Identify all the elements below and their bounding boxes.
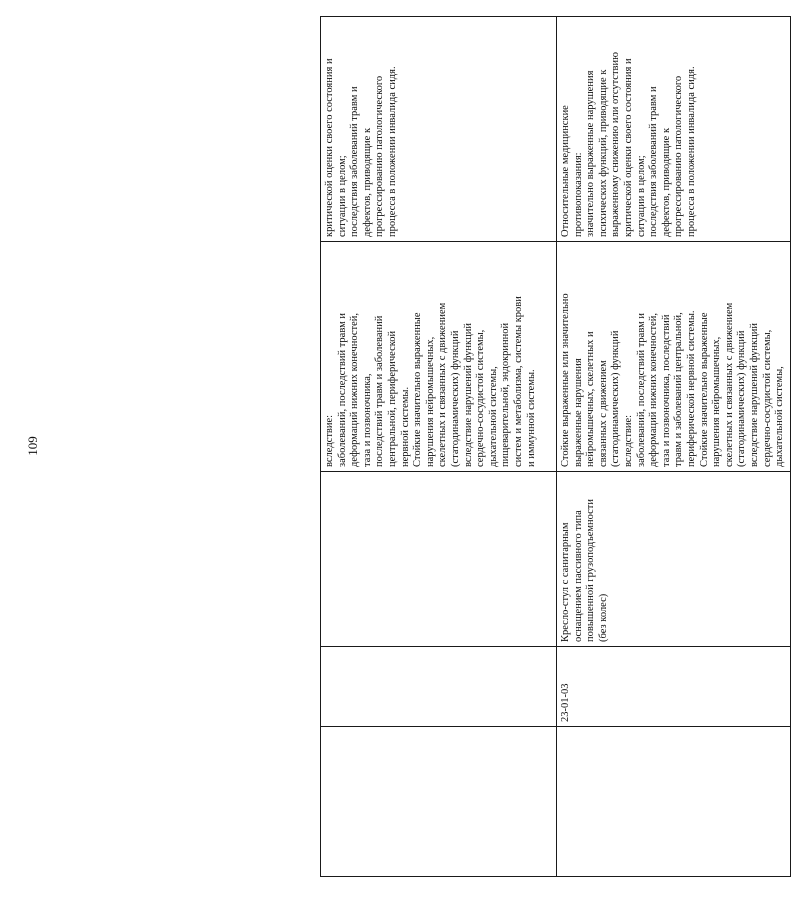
text-line: сердечно-сосудистой системы, xyxy=(761,329,773,467)
text-line: нарушения нейромышечных, xyxy=(711,336,723,467)
text-line: дыхательной системы, xyxy=(487,366,499,467)
text-line: вследствие: xyxy=(622,414,634,467)
text-line: процесса в положении инвалида сидя. xyxy=(685,66,697,237)
text-line: таза и позвоночника, xyxy=(361,373,373,467)
text-line: Стойкие выраженные или значительно xyxy=(560,293,571,467)
empty-cell xyxy=(321,727,557,877)
text-line: сердечно-сосудистой системы, xyxy=(475,329,487,467)
text-line: (статодинамических) функций xyxy=(736,330,748,467)
rehab-devices-table xyxy=(320,16,791,877)
text-line: прогрессированию патологического xyxy=(374,75,386,237)
text-line: травм и заболеваний центральной, xyxy=(673,312,685,467)
text-line: таза и позвоночника, последствий xyxy=(660,314,672,467)
text-line: (статодинамических) функций xyxy=(610,330,622,467)
text-line: процесса в положении инвалида сидя. xyxy=(386,66,398,237)
text-line: выраженному снижению или отсутствию xyxy=(610,52,622,237)
text-line: оснащением пассивного типа xyxy=(572,510,584,642)
contraindications-cell xyxy=(557,17,791,242)
text-line: вследствие нарушений функций xyxy=(462,322,474,467)
code-cell xyxy=(321,647,557,727)
code-cell: 23-01-03 xyxy=(557,647,791,727)
text-line: последствия заболеваний травм и xyxy=(349,86,361,237)
text-line: психических функций, приводящие к xyxy=(597,69,609,237)
name-cell xyxy=(321,472,557,647)
text-line: противопоказания: xyxy=(572,152,584,237)
text-line: пищеварительной, эндокринной xyxy=(500,322,512,467)
text-line: центральной, периферической xyxy=(386,330,398,467)
text-line: Относительные медицинские xyxy=(560,105,571,237)
text-line: значительно выраженные нарушения xyxy=(585,70,597,237)
text-line: заболеваний, последствий травм и xyxy=(336,312,348,467)
text-line: деформаций нижних конечностей, xyxy=(349,313,361,467)
text-line: заболеваний, последствий травм и xyxy=(635,312,647,467)
text-line: критической оценки своего состояния и xyxy=(622,58,634,237)
text-line: повышенной грузоподъемности xyxy=(585,498,597,642)
text-line: дыхательной системы, xyxy=(774,366,786,467)
table-row xyxy=(321,17,557,877)
indications-cell xyxy=(321,242,557,472)
text-line: (без колес) xyxy=(597,593,609,642)
text-line: систем и метаболизма, системы крови xyxy=(512,296,524,467)
empty-cell xyxy=(557,727,791,877)
indications-cell xyxy=(557,242,791,472)
text-line: критической оценки своего состояния и xyxy=(324,58,335,237)
text-line: выраженные нарушения xyxy=(572,358,584,467)
text-line: вследствие нарушений функций xyxy=(748,322,760,467)
text-line: нервной системы. xyxy=(399,386,411,467)
text-line: дефектов, приводящие к xyxy=(361,127,373,237)
text-line: нарушения нейромышечных, xyxy=(424,336,436,467)
text-line: Стойкие значительно выраженные xyxy=(698,312,710,467)
rotated-table-container xyxy=(320,17,786,877)
text-line: последствия заболеваний травм и xyxy=(648,86,660,237)
text-line: ситуации в целом; xyxy=(336,155,348,237)
text-line: периферической нервной системы. xyxy=(685,310,697,467)
page-number: 109 xyxy=(25,436,40,456)
text-line: Стойкие значительно выраженные xyxy=(412,312,424,467)
text-line: связанных с движением xyxy=(597,360,609,467)
text-line: деформаций нижних конечностей, xyxy=(648,313,660,467)
text-line: (статодинамических) функций xyxy=(449,330,461,467)
text-line: вследствие: xyxy=(324,414,335,467)
text-line: ситуации в целом; xyxy=(635,155,647,237)
table-row xyxy=(557,17,791,877)
name-cell xyxy=(557,472,791,647)
text-line: прогрессированию патологического xyxy=(673,75,685,237)
text-line: дефектов, приводящие к xyxy=(660,127,672,237)
text-line: нейромышечных, скелетных и xyxy=(585,331,597,467)
text-line: скелетных и связанных с движением xyxy=(723,302,735,467)
contraindications-cell xyxy=(321,17,557,242)
text-line: последствий травм и заболеваний xyxy=(374,315,386,467)
text-line: и иммунной системы. xyxy=(525,369,537,467)
text-line: Кресло-стул с санитарным xyxy=(560,522,571,642)
text-line: скелетных и связанных с движением xyxy=(437,302,449,467)
